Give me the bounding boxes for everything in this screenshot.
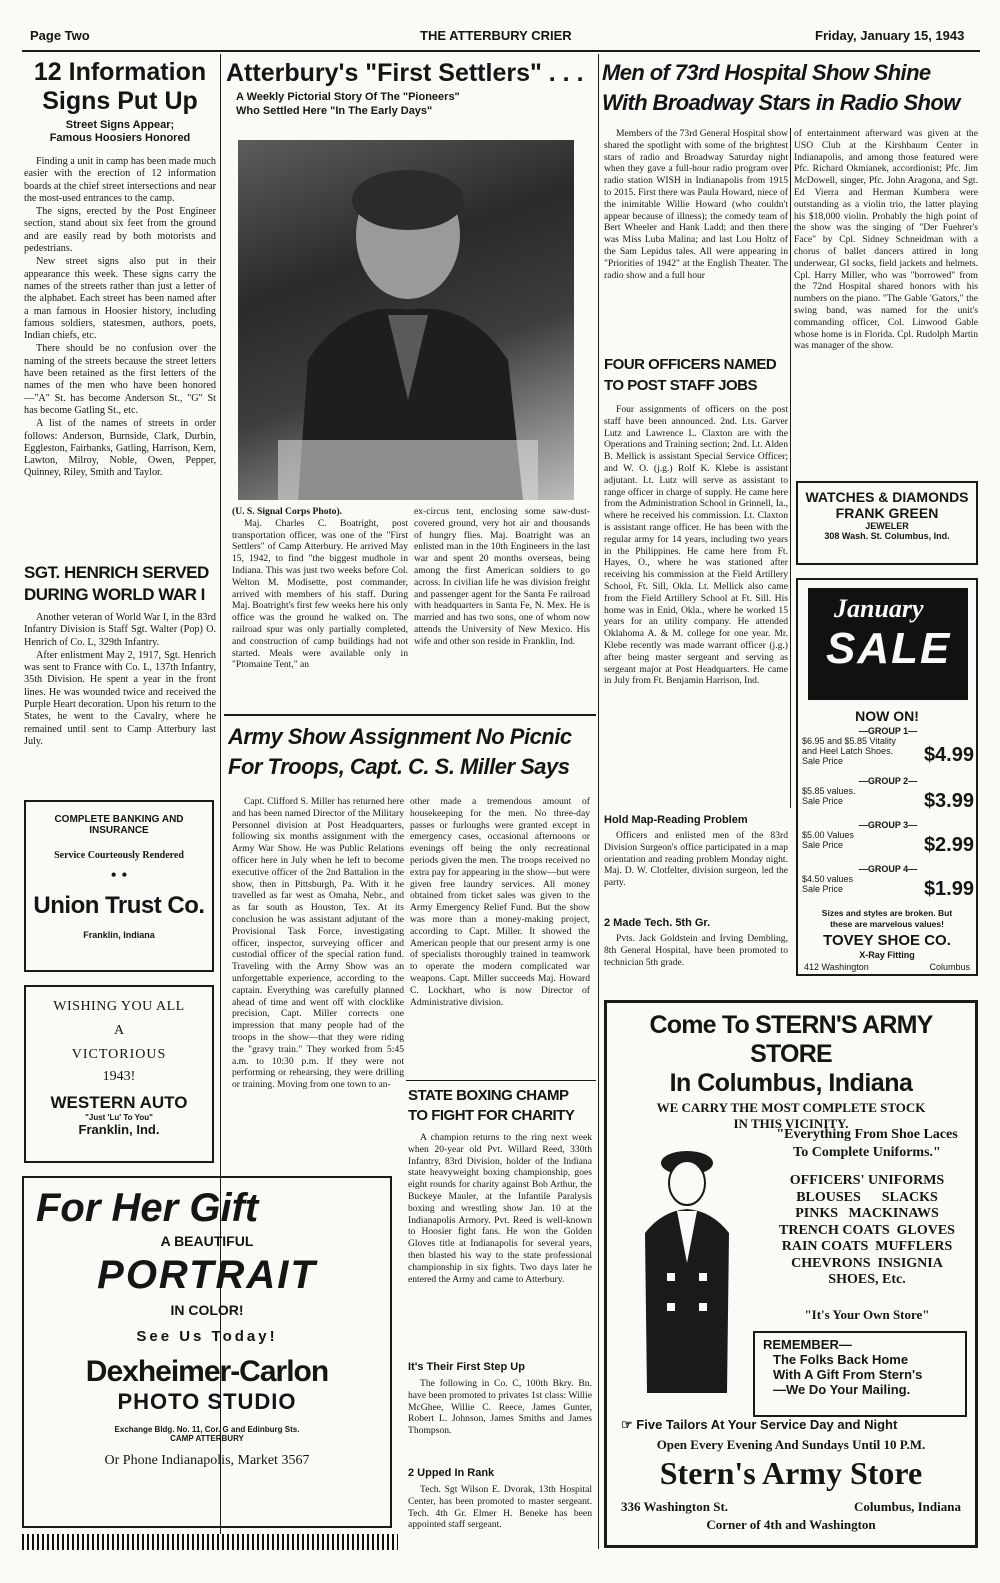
henrich-headline: SGT. HENRICH SERVED DURING WORLD WAR I — [24, 563, 209, 604]
sterns-items-list: OFFICERS' UNIFORMS BLOUSES SLACKS PINKS MACKINAWS TRENCH COATS GLOVES RAIN COATS MUFFLERS CHEVRONS INSIGNIA SHOES, Etc. — [779, 1173, 955, 1287]
first-step-body: The following in Co. C, 100th Bkry. Bn. have been promoted to privates 1st class: Willie McGhee, Willie C. Reece, James Gunter, Robert L. Johnson, James Smiths and James Thompson. — [408, 1378, 592, 1437]
henrich-body: Another veteran of World War I, in the 83rd Infantry Division is Staff Sgt. Walter (Pop) O. Henrich of Co. L, 329th Infantry. After enlistment May 2, 1917, Sgt. Henrich was sent to France with Co. L, 137th Infantry, 35th Division. He spent a year in the front lines. He was wounded twice and received the Purple Heart decoration. Upon his return to the States, he went to the Cavalry, where he remained until sent to Camp Atterbury last July. — [24, 612, 216, 747]
page-number: Page Two — [30, 28, 90, 43]
army-show-headline: Army Show Assignment No Picnic For Troops, Capt. C. S. Miller Says — [228, 724, 572, 779]
army-show-col1: Capt. Clifford S. Miller has returned here and has been named Director of the Military Personnel division at Post Headquarters, following six months assignment with the Army War Show. He was Public Relations officer here in July when he left to become executive officer of the 2nd Battalion in the show, then in Pittsburgh, Pa. With it he travelled as far west as Omaha, Nebr., and as far south as Houston, Tex. At its conclusion he was assistant adjutant of the Provisional Task Force, investigating officer, inspector, surveying officer and custodial officer of the special ration fund. Traveling with the Army Show was an unforgettable experience, according to the captain. Everything was carefully planned ahead of time and went off with clocklike precision, Capt. Miller corrects one impression that many people had of the troops in the show—that they were riding the "gravy train." They worked from 5:45 a.m. to 10:30 p.m. If they were not performing or rehearsing, they were drilling or training. Moving from one town to an- — [232, 796, 404, 1091]
first-settlers-col2: ex-circus tent, enclosing some saw-dust-covered ground, very hot air and thousands of hungry flies. Maj. Boatright was an enlisted man in the 10th Engineers in the last war and spent 20 months overseas, being among the first American soldiers to go across. In civilian life he was division freight and passenger agent for the Santa Fe railroad with headquarters in Santa Fe, N. Mex. He is married and has two sons, one of whom now attends the University of New Mexico. His wife and other son reside in Franklin, Ind. — [414, 506, 590, 647]
issue-date: Friday, January 15, 1943 — [815, 28, 965, 43]
shoe-group-1: —GROUP 1— $6.95 and $5.85 Vitality and Heel Latch Shoes. Sale Price $4.99 — [802, 726, 974, 766]
newspaper-name: THE ATTERBURY CRIER — [420, 28, 572, 43]
soldier-illustration — [617, 1123, 757, 1393]
four-officers-body: Four assignments of officers on the post staff have been announced. 2nd. Lts. Garver Lutz and Lawrence L. Claxton are with the Operations and Training section; 2nd. Lt. Alden B. Mellick is assistant Special Service Officer; and W. O. (j.g.) Rolf K. Klebe is assistant adjutant. Lt. Lutz will serve as assistant to range officer in charge of supply. He came here from the Administration School in Grinnell, Ia., where he received his commission. Lt. Claxton is assistant range officer. He has been with the regular army for 14 years, including two years in the Philippines. He came here from Ft. Hayes, O., where he was stationed after receiving his commission at the Field Artillery School, Ft. Sill, Okla. Lt. Mellick also came from the Field Artillery School at Ft. Sill. His home was in Enid, Okla., where he worked 15 years for an utility company. He attended Oklahoma A. & M. college for one year. Mr. Klebe recently was made warrant officer (j.g.) after being master sergeant and serving as sergeant major at Post Headquarters. He came in July from Ft. Benjamin Harrison, Ind. — [604, 404, 788, 687]
shoe-group-3: —GROUP 3— $5.00 Values Sale Price $2.99 — [802, 820, 974, 856]
union-trust-ad: COMPLETE BANKING AND INSURANCE Service Courteously Rendered • • Union Trust Co. Franklin, Indiana — [24, 800, 214, 972]
hospital-show-col2: of entertainment afterward was given at the USO Club at the Kirshbaum Center in Indianapolis, and among those featured were Pfc. Richard Okmianek, accordionist; Pfc. Jim McDowell, singer, Pfc. John Aragona, and Sgt. Ed Vierra and Herman Kumbera were outstanding as a violin trio, the latter playing his $18,000 violin. Probably the high point of the show was the singing of "Der Fuehrer's Face" by Cpl. Sidney Schneidman with a chorus of ballet dancers attired in long underwear, GI socks, field jackets and helmets. Cpl. Harry Miller, who was "borrowed" from the 72nd Hospital shared honors with his numbers on the piano. "The Gable 'Gators," the swing band, was named for the unit's commanding officer, Col. Linwood Gable whose home is in Florida. Cpl. Rudolph Martin was manager of the show. — [794, 128, 978, 352]
portrait-silhouette — [238, 140, 574, 500]
pointing-hand-icon: ☞ — [621, 1417, 633, 1432]
section-rule — [224, 714, 596, 716]
boxing-headline: STATE BOXING CHAMP TO FIGHT FOR CHARITY — [408, 1087, 575, 1124]
column-rule — [790, 128, 791, 808]
info-signs-body: Finding a unit in camp has been made much easier with the erection of 12 information boards at the chief street intersections and near the most-used entrances to the camp. The signs, erected by the Post Engineer section, stand about six feet from the ground and are easily read by both motorists and pedestrians. New street signs also put in their appearance this week. These signs carry the names of the streets rather than just a letter of the alphabet. Each street has been named after a man famous in Hoosier history, including famous soldiers, statesmen, authors, poets, Indian chiefs, etc. There should be no confusion over the naming of the streets because the street letters have been retained as the first letters of the names of the men who have been honored —"A" St. has become Anderson St., "G" St has become Gatling St., etc. A list of the names of streets in order follows: Anderson, Burnside, Clark, Durbin, Eggleston, Fairbanks, Gatling, Harrison, Kern, Lawton, Milroy, Noble, Owen, Pepper, Quinney, Riley, Smith and Taylor. — [24, 156, 216, 479]
column-rule — [598, 54, 599, 1549]
first-settlers-col1: (U. S. Signal Corps Photo). Maj. Charles C. Boatright, post transportation officer, was one of the "First Settlers" of Camp Atterbury. He arrived May 15, 1942, to find "the biggest mudhole in Indiana. This was just two weeks before Col. Welton M. Modisette, post commander, arrived with members of his staff. During Maj. Boatright's first few weeks here his only office was the ground he walked on. The railroad spur was only partially completed, and construction of camp buildings had not started. Meals were available only in "Ptomaine Tent," an — [232, 506, 408, 671]
hospital-show-col1: Members of the 73rd General Hospital show shared the spotlight with some of the brightest stars of radio and Broadway Saturday night when they gave a full-hour radio program over radio station WISH in Indianapolis from 1915 to 2015. First there was Paula Howard, niece of the inimitable Willie Howard (who couldn't appear because of illness); the comedy team of Bert Wheeler and Hank Ladd; and then there was Miss Luba Malina; and last Lou Holtz of the Sam Lepidus tales. All were appearing in "Priorities of 1942" at the English Theater. The radio show and a full hour — [604, 128, 788, 281]
boatright-photo — [238, 140, 574, 500]
map-reading-body: Officers and enlisted men of the 83rd Division Surgeon's office participated in a map orientation and reading problem Monday night. Maj. D. W. Clotfelter, division surgeon, led the party. — [604, 830, 788, 889]
masthead-rule — [22, 50, 980, 52]
shoe-group-2: —GROUP 2— $5.85 values. Sale Price $3.99 — [802, 776, 974, 812]
january-sale-banner: January SALE — [808, 588, 968, 700]
tech5-headline: 2 Made Tech. 5th Gr. — [604, 917, 711, 929]
first-step-headline: It's Their First Step Up — [408, 1361, 525, 1373]
boxing-body: A champion returns to the ring next week when 20-year old Pvt. Willard Reed, 330th Infantry, 83rd Division, holder of the Indiana state heavyweight boxing championship, goes eight rounds for charity against Bob Arthur, the Buckeye Mauler, at the Infantile Paralysis boxing and wrestling show Jan. 10 at the Indianapolis Armory. Pvt. Reed is well-known to Hoosier fight fans. He won the Golden Gloves title at Indianapolis for several years, then blasted his way to the state professional championship in six fights. Two days later he entered the Army and came to Atterbury. — [408, 1132, 592, 1285]
ad-border-stripe — [22, 1534, 398, 1550]
four-officers-headline: FOUR OFFICERS NAMED TO POST STAFF JOBS — [604, 356, 777, 394]
tailors-line: ☞ Five Tailors At Your Service Day and Night — [621, 1417, 898, 1432]
masthead — [0, 24, 1000, 48]
hospital-show-headline: Men of 73rd Hospital Show Shine With Broadway Stars in Radio Show — [602, 60, 960, 115]
frank-green-ad: WATCHES & DIAMONDS FRANK GREEN JEWELER 308 Wash. St. Columbus, Ind. — [796, 481, 978, 565]
sterns-army-store-ad: Come To STERN'S ARMY STORE In Columbus, Indiana WE CARRY THE MOST COMPLETE STOCK IN THIS VICINITY. "Everything From Shoe Laces To Complete Uniforms." OFFICERS' UNIFORMS BLOUSES SLACKS PINKS MACKINAWS TRENCH COATS GLOVES RAIN COATS MUFFLERS CHEVRONS INSIGNIA SHOES, Etc. "It's Your Own Store" REMEMBER— The Folks Back Home With A Gift From Stern's —We Do Your Mailing. ☞ Five Tailors At Your Service Day and Night Open Every Evening And Sundays Until 10 P.M. Stern's Army Store 336 Washington St. Columbus, Indiana Corner of 4th and Washington — [604, 1000, 978, 1548]
first-settlers-headline: Atterbury's "First Settlers" . . . A Weekly Pictorial Story Of The "Pioneers" Who Settled Here "In The Early Days" — [226, 59, 584, 117]
info-signs-headline: 12 Information Signs Put Up Street Signs Appear; Famous Hoosiers Honored — [33, 58, 207, 144]
section-rule — [406, 1080, 596, 1081]
upped-headline: 2 Upped In Rank — [408, 1467, 495, 1479]
western-auto-ad: WISHING YOU ALL A VICTORIOUS 1943! WESTERN AUTO "Just 'Lu' To You" Franklin, Ind. — [24, 985, 214, 1163]
army-show-col2: other made a tremendous amount of housekeeping for the men. No three-day passes or furloughs were granted except in emergency cases, occasional afternoons or evenings off being the only recreational periods given the men. The troops received no extra pay for appearing in the show—but were given free laundry services. All money obtained from ticket sales was given to the Army Emergency Relief Fund. But the show was more than a money-making project, according to Capt. Miller. It showed the American people that our present army is one of specialists thoroughly trained in teamwork to operate the modern complicated war weapons. Capt. Miller succeeds Maj. Howard C. Lockhart, who is now Director of Administrative division. — [410, 796, 590, 1008]
map-reading-headline: Hold Map-Reading Problem — [604, 814, 748, 826]
tovey-shoe-ad: January SALE NOW ON! —GROUP 1— $6.95 and $5.85 Vitality and Heel Latch Shoes. Sale Price $4.99 —GROUP 2— $5.85 values. Sale Price $3.99 —GROUP 3— $5.00 Values Sale Price $2.99 —GROUP 4— $4.50 values Sale Price $1.99 Sizes and styles are broken. But these are marvelous values! TOVEY SHOE CO. X-Ray Fitting 412 Washington Columbus — [796, 578, 978, 976]
tech5-body: Pvts. Jack Goldstein and Irving Dembling, 8th General Hospital, have been promoted to technician 5th grade. — [604, 933, 788, 968]
shoe-group-4: —GROUP 4— $4.50 values Sale Price $1.99 — [802, 864, 974, 900]
portrait-studio-ad: For Her Gift A BEAUTIFUL PORTRAIT IN COLOR! See Us Today! Dexheimer-Carlon PHOTO STUDIO Exchange Bldg. No. 11, Cor. G and Edinburg Sts. CAMP ATTERBURY Or Phone Indianapolis, Market 3567 — [22, 1176, 392, 1528]
upped-body: Tech. Sgt Wilson E. Dvorak, 13th Hospital Center, has been promoted to master sergeant. Tech. 4th Gr. Elmer H. Beneke has been appointed staff sergeant. — [408, 1484, 592, 1531]
sterns-remember-box: REMEMBER— The Folks Back Home With A Gift From Stern's —We Do Your Mailing. — [753, 1331, 967, 1417]
